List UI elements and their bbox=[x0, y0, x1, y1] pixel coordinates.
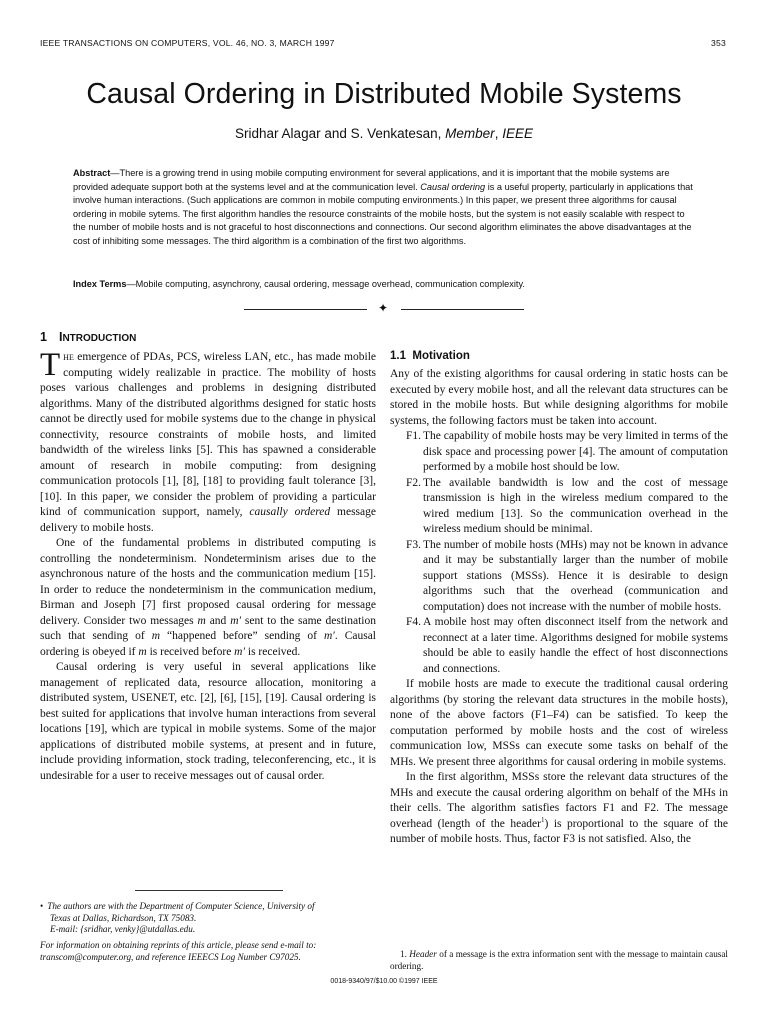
footnote-marker: 1 bbox=[541, 815, 545, 824]
factor-item: F3. The number of mobile hosts (MHs) may not be known in advance and it may be substantially larger than the number of mobile support stations (MSSs). Hence it is desirable to design algorithms such that the overhead (communication and computation) does not increase with the number of mobile hosts. bbox=[406, 538, 728, 613]
separator-star-icon: ✦ bbox=[378, 301, 389, 315]
page-number: 353 bbox=[711, 38, 726, 48]
author-line: Sridhar Alagar and S. Venkatesan, Member, IEEE bbox=[235, 126, 533, 141]
factor-item: F1. The capability of mobile hosts may be very limited in terms of the disk space and processing power [4]. The amount of computation performed by a mobile host should be low. bbox=[406, 430, 728, 473]
author-affiliation-footnote: • The authors are with the Department of Computer Science, University of Texas at Dallas, Richardson, TX 75083. E-mail: {sridhar, venky}@utdallas.edu. bbox=[40, 901, 376, 936]
journal-citation: IEEE TRANSACTIONS ON COMPUTERS, VOL. 46, NO. 3, MARCH 1997 bbox=[40, 38, 335, 48]
motivation-paragraph-3: In the first algorithm, MSSs store the relevant data structures of the MHs and execute the causal ordering algorithm on behalf of the MHs in their cells. The algorithm satisfies factors F1 and F2. The message overhead (length of the header$^1$) is proportional to the square of the number of mobile hosts. Thus, factor F3 is not satisfied. Also, the bbox=[390, 771, 728, 845]
separator-line-right bbox=[401, 309, 524, 310]
section-number: 1 bbox=[40, 330, 47, 344]
reprints-note: For information on obtaining reprints of this article, please send e-mail to: transcom@computer.org, and reference IEEECS Log Number C97025. bbox=[40, 940, 376, 963]
abstract: Abstract—There is a growing trend in using mobile computing environment for several applications, and it is important that the mobile systems are provided adequate support both at the systems level and at the communication level. Causal ordering is a useful property, particularly in applications that involve human interactions. (Such applications are common in mobile computing environments.) In this paper, we present three algorithms for causal ordering in mobile sytems. The first algorithm handles the resource constraints of the mobile hosts, but the system is not easily scalable with respect to the number of mobile hosts and is not graceful to host disconnections and connections. Our second algorithm eliminates the above disadvantages at the cost of inhibiting some messages. The third algorithm is a combination of the first two algorithms. bbox=[73, 168, 693, 246]
paper-title: Causal Ordering in Distributed Mobile Systems bbox=[86, 78, 682, 110]
author-names: Sridhar Alagar and S. Venkatesan, bbox=[235, 126, 446, 141]
motivation-paragraph-2: If mobile hosts are made to execute the traditional causal ordering algorithms (by storing the relevant data structures in the mobile hosts), none of the above factors (F1–F4) can be satisfied. To keep the computation performed by mobile hosts and the cost of wireless communication low, MSSs can execute some tasks on behalf of the MHs. We present three algorithms for causal ordering in mobile systems. bbox=[390, 678, 728, 768]
index-terms-label: Index Terms bbox=[73, 279, 127, 289]
factor-item: F2. The available bandwidth is low and the cost of message transmission is high in the wireless medium compared to the wired medium [13]. So the communication overhead in the wireless medium should be minimal. bbox=[406, 476, 728, 535]
author-email: E-mail: {sridhar, venky}@utdallas.edu. bbox=[50, 924, 196, 934]
index-terms: Index Terms—Mobile computing, asynchrony, causal ordering, message overhead, communication complexity. bbox=[73, 279, 525, 289]
header-footnote: 1. Header of a message is the extra information sent with the message to maintain causal ordering. bbox=[390, 949, 728, 971]
motivation-paragraph-1: Any of the existing algorithms for causal ordering in static hosts can be executed by every mobile host, and all the relevant data structures can be stored in the mobile hosts. But while designing algorithms for mobile systems, the following factors must be taken into account. bbox=[390, 368, 728, 427]
author-membership: Member bbox=[445, 126, 495, 141]
drop-cap: T bbox=[40, 347, 61, 383]
factor-item: F4. A mobile host may often disconnect itself from the network and reconnect at a later time. Algorithms designed for mobile systems should be able to easily handle the effect of host disconnections and connections. bbox=[406, 616, 728, 675]
copyright-footer: 0018-9340/97/$10.00 ©1997 IEEE bbox=[330, 978, 438, 985]
abstract-emphasis: Causal ordering bbox=[420, 181, 486, 192]
separator-line-left bbox=[244, 309, 367, 310]
factor-list bbox=[390, 429, 728, 677]
intro-paragraph-1: The emergence of PDAs, PCS, wireless LAN, etc., has made mobile computing widely realizable in practice. The mobility of hosts poses various challenges and problems in designing distributed algorithms. Many of the distributed algorithms designed for static hosts cannot be directly used for mobile systems due to the change in physical connectivity, resource constraints of mobile hosts, and limited bandwidth of the wireless links [5]. This has spawned a considerable amount of research in mobile computing: from designing communication protocols [1], [8], [18] to providing fault tolerance [3], [10]. In this paper, we consider the problem of providing a particular kind of communication support, namely, causally ordered message delivery to mobile hosts. bbox=[40, 347, 376, 534]
right-column bbox=[390, 367, 728, 848]
intro-paragraph-2: One of the fundamental problems in distributed computing is controlling the nondeterminism. Nondeterminism arises due to the asynchronous nature of the hosts and the communication medium [15]. In order to reduce the nondeterminism in the communication medium, Birman and Joseph [7] first proposed causal ordering for message delivery. Consider two messages m and m′ sent to the same destination such that sending of m “happened before” sending of m′. Causal ordering is obeyed if m is received before m′ is received. bbox=[40, 537, 377, 658]
abstract-text: There is a growing trend in using mobile computing environment for several applications, and it is important that the mobile systems are provided adequate support both at the systems level and at the communication level. bbox=[73, 168, 670, 192]
running-header bbox=[40, 38, 726, 52]
subsection-heading-motivation: 1.1 Motivation bbox=[390, 350, 470, 362]
footnote-rule bbox=[135, 890, 283, 891]
section-heading-introduction: 1 INTRODUCTION bbox=[40, 330, 137, 344]
section-separator bbox=[244, 302, 524, 316]
abstract-label: Abstract bbox=[73, 168, 111, 178]
reprints-email: transcom@computer.org, and reference IEEECS Log Number C97025. bbox=[40, 951, 301, 962]
author-society: IEEE bbox=[502, 126, 533, 141]
index-terms-text: Mobile computing, asynchrony, causal ordering, message overhead, communication complexity. bbox=[135, 279, 525, 289]
intro-paragraph-3: Causal ordering is very useful in several applications like management of replicated data, resource allocation, monitoring a distributed system, USENET, etc. [2], [6], [15], [19]. Causal ordering is best suited for applications that involve human interactions from several locations [19], which are typical in mobile systems. Some of the major applications of distributed mobile systems, at present and in future, include providing information, stock trading, teleconferencing, etc., it is undesirable for a user to receive messages out of causal order. bbox=[40, 661, 376, 782]
left-column bbox=[40, 347, 377, 784]
